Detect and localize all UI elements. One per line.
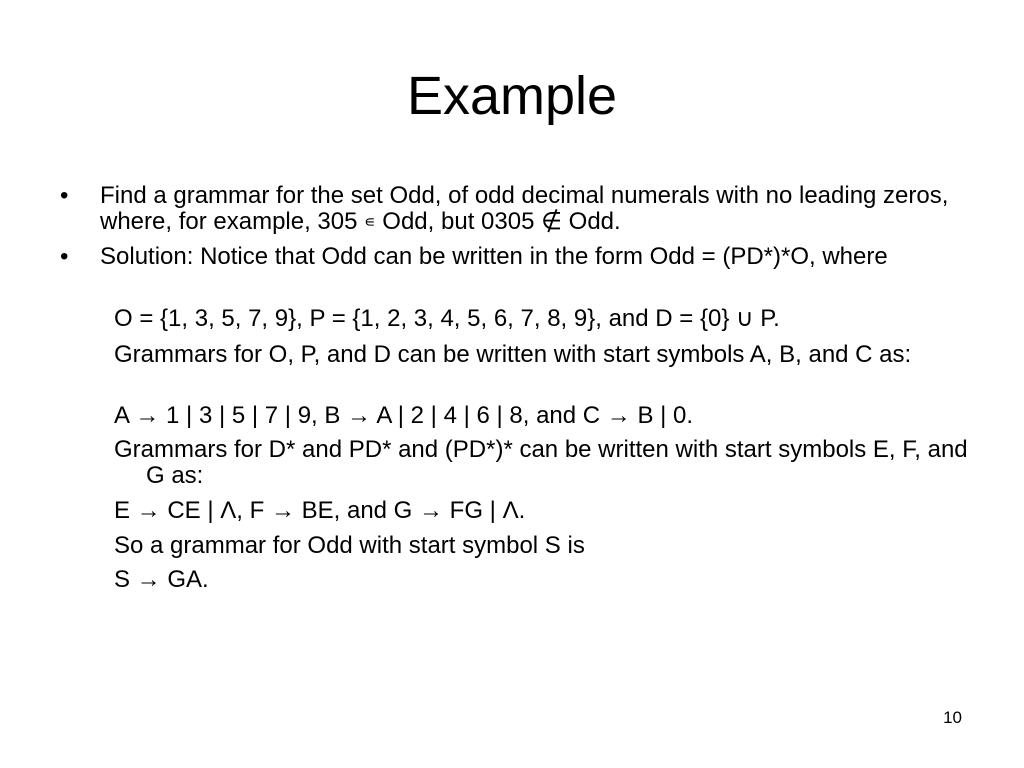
bullet-marker: • (60, 243, 69, 270)
bullet-item-problem (60, 183, 960, 236)
bullet-text-part: Find a grammar for the set Odd, of odd decimal numerals with no leading zeros, where, for example, 305 (100, 182, 949, 235)
sub-line-start-production (114, 567, 974, 593)
sub-line-text: O = {1, 3, 5, 7, 9}, P = {1, 2, 3, 4, 5, 6, 7, 8, 9}, and D = {0} ∪ P. (114, 305, 780, 332)
sub-line-text: S → GA. (114, 566, 209, 593)
sub-line-text: A → 1 | 3 | 5 | 7 | 9, B → A | 2 | 4 | 6 | 8, and C → B | 0. (114, 402, 694, 429)
bullet-text: Solution: Notice that Odd can be written in the form Odd = (PD*)*O, where (100, 243, 888, 270)
page-number: 10 (943, 708, 962, 727)
sub-line-conclusion (114, 533, 974, 559)
sub-line-text: Grammars for O, P, and D can be written with start symbols A, B, and C as: (114, 341, 912, 368)
sub-line-grammars-intro (114, 342, 974, 368)
sub-line-text: E → CE | Λ, F → BE, and G → FG | Λ. (114, 497, 526, 524)
sub-line-text: Grammars for D* and PD* and (PD*)* can be written with start symbols E, F, and G as: (114, 436, 968, 489)
slide-title: Example (406, 66, 618, 126)
element-of-symbol: ∊ (364, 214, 376, 231)
sub-line-productions-abc (114, 403, 974, 429)
sub-line-text: So a grammar for Odd with start symbol S is (114, 532, 585, 559)
bullet-item-solution (60, 244, 960, 270)
bullet-marker: • (60, 182, 69, 209)
sub-line-grammars-efg-intro (114, 437, 974, 489)
sub-line-productions-efg (114, 498, 974, 524)
sub-line-sets (114, 306, 974, 332)
bullet-text-part: Odd, but 0305 ∉ Odd. (375, 208, 621, 235)
bullet-text (100, 183, 960, 236)
